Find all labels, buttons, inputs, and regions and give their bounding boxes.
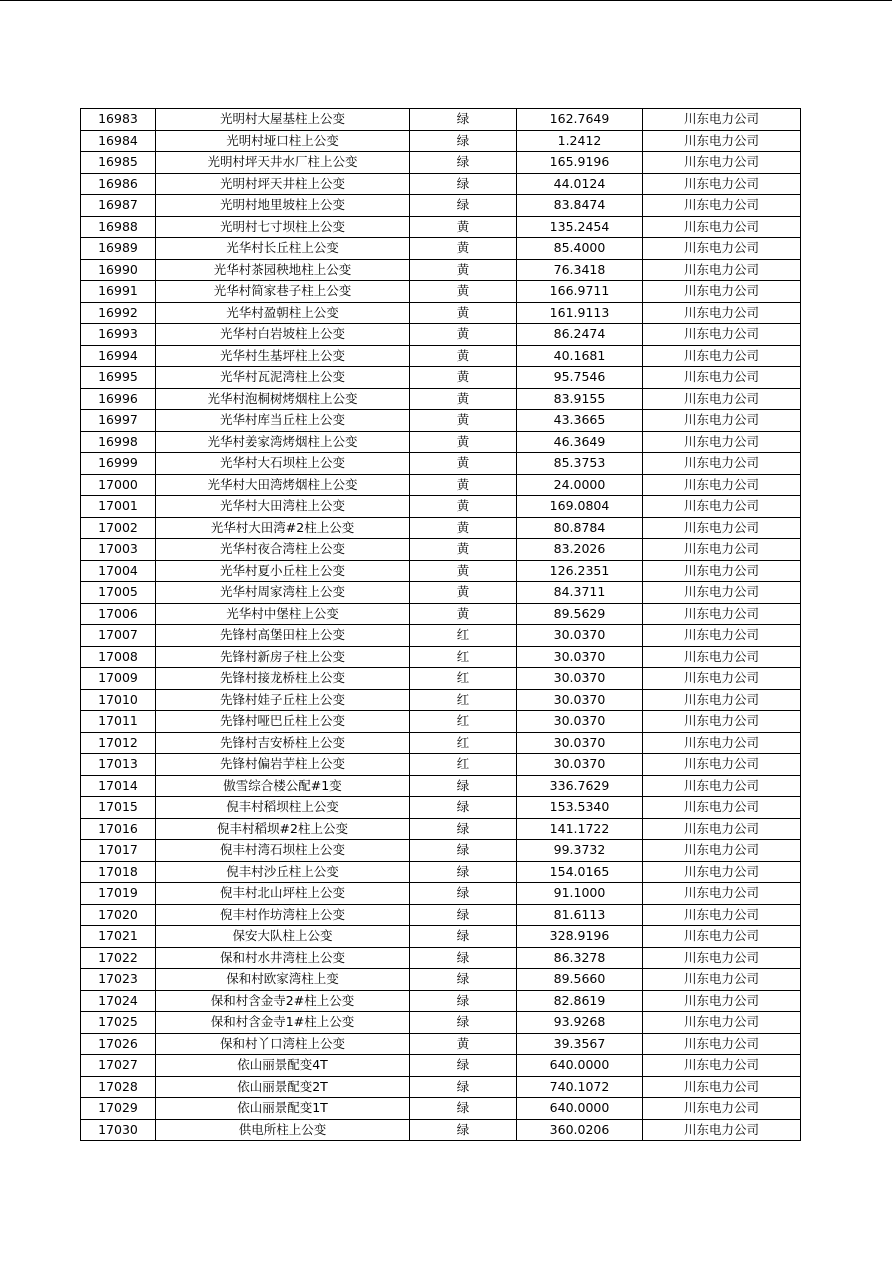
cell-id: 17016: [81, 818, 156, 840]
table-row: [81, 195, 801, 217]
cell-company: 川东电力公司: [643, 840, 801, 862]
top-border-line: [0, 0, 892, 1]
cell-name: 光明村坪天井柱上公变: [156, 173, 410, 195]
cell-name: 倪丰村沙丘柱上公变: [156, 861, 410, 883]
cell-id: 17001: [81, 496, 156, 518]
table-row: [81, 711, 801, 733]
cell-id: 16987: [81, 195, 156, 217]
cell-color: 绿: [410, 904, 517, 926]
cell-value: 84.3711: [517, 582, 643, 604]
cell-company: 川东电力公司: [643, 990, 801, 1012]
table-row: [81, 388, 801, 410]
cell-id: 16986: [81, 173, 156, 195]
table-row: [81, 517, 801, 539]
cell-company: 川东电力公司: [643, 1055, 801, 1077]
cell-company: 川东电力公司: [643, 281, 801, 303]
table-row: [81, 496, 801, 518]
cell-id: 17030: [81, 1119, 156, 1141]
cell-id: 17017: [81, 840, 156, 862]
cell-color: 黄: [410, 302, 517, 324]
cell-id: 17020: [81, 904, 156, 926]
table-row: [81, 582, 801, 604]
cell-value: 30.0370: [517, 689, 643, 711]
cell-name: 光华村大田湾烤烟柱上公变: [156, 474, 410, 496]
table-row: [81, 689, 801, 711]
cell-name: 光华村周家湾柱上公变: [156, 582, 410, 604]
cell-id: 16997: [81, 410, 156, 432]
cell-company: 川东电力公司: [643, 216, 801, 238]
cell-name: 光华村大田湾柱上公变: [156, 496, 410, 518]
table-row: [81, 216, 801, 238]
cell-company: 川东电力公司: [643, 130, 801, 152]
cell-color: 红: [410, 689, 517, 711]
cell-value: 44.0124: [517, 173, 643, 195]
table-row: [81, 947, 801, 969]
cell-company: 川东电力公司: [643, 861, 801, 883]
cell-value: 360.0206: [517, 1119, 643, 1141]
cell-name: 光华村中堡柱上公变: [156, 603, 410, 625]
cell-color: 绿: [410, 1119, 517, 1141]
cell-id: 16992: [81, 302, 156, 324]
table-row: [81, 668, 801, 690]
cell-color: 绿: [410, 840, 517, 862]
table-row: [81, 1055, 801, 1077]
cell-company: 川东电力公司: [643, 367, 801, 389]
cell-color: 红: [410, 646, 517, 668]
cell-id: 17008: [81, 646, 156, 668]
cell-id: 17005: [81, 582, 156, 604]
cell-company: 川东电力公司: [643, 388, 801, 410]
cell-company: 川东电力公司: [643, 818, 801, 840]
cell-id: 16988: [81, 216, 156, 238]
cell-id: 16989: [81, 238, 156, 260]
table-row: [81, 259, 801, 281]
cell-id: 17018: [81, 861, 156, 883]
cell-company: 川东电力公司: [643, 711, 801, 733]
cell-id: 17015: [81, 797, 156, 819]
cell-company: 川东电力公司: [643, 883, 801, 905]
cell-value: 80.8784: [517, 517, 643, 539]
cell-color: 黄: [410, 410, 517, 432]
cell-id: 17023: [81, 969, 156, 991]
cell-id: 17021: [81, 926, 156, 948]
table-row: [81, 1119, 801, 1141]
cell-name: 光明村七寸坝柱上公变: [156, 216, 410, 238]
cell-company: 川东电力公司: [643, 1119, 801, 1141]
cell-color: 黄: [410, 517, 517, 539]
cell-company: 川东电力公司: [643, 560, 801, 582]
cell-name: 供电所柱上公变: [156, 1119, 410, 1141]
cell-value: 126.2351: [517, 560, 643, 582]
table-row: [81, 1033, 801, 1055]
cell-company: 川东电力公司: [643, 1098, 801, 1120]
cell-name: 倪丰村作坊湾柱上公变: [156, 904, 410, 926]
cell-id: 17014: [81, 775, 156, 797]
table-row: [81, 410, 801, 432]
cell-value: 83.2026: [517, 539, 643, 561]
cell-value: 89.5629: [517, 603, 643, 625]
cell-name: 先锋村吉安桥柱上公变: [156, 732, 410, 754]
cell-color: 黄: [410, 560, 517, 582]
cell-name: 依山丽景配变4T: [156, 1055, 410, 1077]
table-row: [81, 904, 801, 926]
cell-color: 绿: [410, 152, 517, 174]
cell-company: 川东电力公司: [643, 732, 801, 754]
cell-name: 保和村含金寺1#柱上公变: [156, 1012, 410, 1034]
cell-color: 绿: [410, 818, 517, 840]
cell-value: 85.4000: [517, 238, 643, 260]
cell-id: 17026: [81, 1033, 156, 1055]
cell-name: 保和村含金寺2#柱上公变: [156, 990, 410, 1012]
cell-name: 依山丽景配变1T: [156, 1098, 410, 1120]
cell-value: 39.3567: [517, 1033, 643, 1055]
table-row: [81, 861, 801, 883]
cell-company: 川东电力公司: [643, 1033, 801, 1055]
table-row: [81, 990, 801, 1012]
cell-value: 328.9196: [517, 926, 643, 948]
table-row: [81, 1012, 801, 1034]
cell-company: 川东电力公司: [643, 259, 801, 281]
cell-color: 黄: [410, 603, 517, 625]
cell-company: 川东电力公司: [643, 431, 801, 453]
cell-value: 86.3278: [517, 947, 643, 969]
cell-value: 85.3753: [517, 453, 643, 475]
cell-name: 光华村白岩坡柱上公变: [156, 324, 410, 346]
cell-company: 川东电力公司: [643, 969, 801, 991]
cell-color: 绿: [410, 1076, 517, 1098]
cell-id: 17009: [81, 668, 156, 690]
cell-value: 336.7629: [517, 775, 643, 797]
cell-company: 川东电力公司: [643, 1012, 801, 1034]
table-row: [81, 109, 801, 131]
cell-value: 93.9268: [517, 1012, 643, 1034]
table-row: [81, 302, 801, 324]
cell-value: 1.2412: [517, 130, 643, 152]
cell-company: 川东电力公司: [643, 926, 801, 948]
cell-company: 川东电力公司: [643, 195, 801, 217]
cell-color: 绿: [410, 173, 517, 195]
cell-id: 17019: [81, 883, 156, 905]
cell-id: 17025: [81, 1012, 156, 1034]
cell-value: 640.0000: [517, 1055, 643, 1077]
cell-id: 17002: [81, 517, 156, 539]
cell-value: 24.0000: [517, 474, 643, 496]
cell-name: 光华村库当丘柱上公变: [156, 410, 410, 432]
cell-color: 黄: [410, 324, 517, 346]
cell-color: 绿: [410, 969, 517, 991]
table-row: [81, 603, 801, 625]
cell-color: 红: [410, 625, 517, 647]
cell-company: 川东电力公司: [643, 754, 801, 776]
cell-id: 17013: [81, 754, 156, 776]
cell-color: 红: [410, 668, 517, 690]
cell-value: 30.0370: [517, 711, 643, 733]
cell-name: 光华村长丘柱上公变: [156, 238, 410, 260]
cell-id: 16985: [81, 152, 156, 174]
table-row: [81, 367, 801, 389]
cell-value: 161.9113: [517, 302, 643, 324]
cell-name: 保和村水井湾柱上公变: [156, 947, 410, 969]
cell-value: 30.0370: [517, 625, 643, 647]
cell-name: 光明村地里坡柱上公变: [156, 195, 410, 217]
table-row: [81, 173, 801, 195]
cell-id: 17012: [81, 732, 156, 754]
cell-name: 倪丰村稻坝柱上公变: [156, 797, 410, 819]
cell-name: 先锋村哑巴丘柱上公变: [156, 711, 410, 733]
cell-value: 165.9196: [517, 152, 643, 174]
cell-value: 40.1681: [517, 345, 643, 367]
table-row: [81, 324, 801, 346]
cell-name: 光华村姜家湾烤烟柱上公变: [156, 431, 410, 453]
cell-value: 135.2454: [517, 216, 643, 238]
cell-value: 91.1000: [517, 883, 643, 905]
cell-id: 16993: [81, 324, 156, 346]
cell-color: 黄: [410, 238, 517, 260]
cell-value: 76.3418: [517, 259, 643, 281]
cell-company: 川东电力公司: [643, 625, 801, 647]
cell-name: 光明村大屋基柱上公变: [156, 109, 410, 131]
cell-name: 先锋村高堡田柱上公变: [156, 625, 410, 647]
cell-value: 86.2474: [517, 324, 643, 346]
cell-company: 川东电力公司: [643, 302, 801, 324]
cell-value: 30.0370: [517, 754, 643, 776]
cell-value: 89.5660: [517, 969, 643, 991]
table-row: [81, 625, 801, 647]
cell-company: 川东电力公司: [643, 668, 801, 690]
cell-value: 81.6113: [517, 904, 643, 926]
cell-name: 光华村泡桐树烤烟柱上公变: [156, 388, 410, 410]
cell-id: 16995: [81, 367, 156, 389]
cell-name: 倪丰村稻坝#2柱上公变: [156, 818, 410, 840]
cell-id: 16990: [81, 259, 156, 281]
cell-color: 绿: [410, 1055, 517, 1077]
cell-company: 川东电力公司: [643, 152, 801, 174]
cell-name: 保和村丫口湾柱上公变: [156, 1033, 410, 1055]
cell-color: 绿: [410, 1012, 517, 1034]
cell-id: 17027: [81, 1055, 156, 1077]
cell-id: 17024: [81, 990, 156, 1012]
cell-color: 黄: [410, 345, 517, 367]
cell-id: 17006: [81, 603, 156, 625]
cell-company: 川东电力公司: [643, 947, 801, 969]
table-row: [81, 238, 801, 260]
cell-color: 黄: [410, 367, 517, 389]
cell-color: 绿: [410, 883, 517, 905]
cell-name: 光华村生基坪柱上公变: [156, 345, 410, 367]
table-row: [81, 560, 801, 582]
cell-company: 川东电力公司: [643, 517, 801, 539]
table-row: [81, 431, 801, 453]
table-row: [81, 969, 801, 991]
cell-name: 光华村简家巷子柱上公变: [156, 281, 410, 303]
cell-company: 川东电力公司: [643, 646, 801, 668]
table-row: [81, 345, 801, 367]
cell-name: 光华村盈朝柱上公变: [156, 302, 410, 324]
table-row: [81, 646, 801, 668]
table-row: [81, 1076, 801, 1098]
cell-name: 光明村坪天井水厂柱上公变: [156, 152, 410, 174]
cell-id: 16998: [81, 431, 156, 453]
cell-company: 川东电力公司: [643, 173, 801, 195]
cell-name: 保安大队柱上公变: [156, 926, 410, 948]
cell-company: 川东电力公司: [643, 689, 801, 711]
cell-company: 川东电力公司: [643, 453, 801, 475]
cell-id: 17029: [81, 1098, 156, 1120]
cell-id: 16983: [81, 109, 156, 131]
cell-color: 黄: [410, 582, 517, 604]
cell-value: 43.3665: [517, 410, 643, 432]
cell-name: 光华村瓦泥湾柱上公变: [156, 367, 410, 389]
cell-company: 川东电力公司: [643, 474, 801, 496]
cell-company: 川东电力公司: [643, 797, 801, 819]
cell-value: 82.8619: [517, 990, 643, 1012]
cell-color: 黄: [410, 496, 517, 518]
cell-value: 153.5340: [517, 797, 643, 819]
cell-color: 红: [410, 732, 517, 754]
cell-name: 光华村大田湾#2柱上公变: [156, 517, 410, 539]
cell-name: 先锋村接龙桥柱上公变: [156, 668, 410, 690]
cell-value: 95.7546: [517, 367, 643, 389]
cell-company: 川东电力公司: [643, 345, 801, 367]
cell-company: 川东电力公司: [643, 603, 801, 625]
cell-name: 先锋村娃子丘柱上公变: [156, 689, 410, 711]
cell-color: 绿: [410, 797, 517, 819]
table-row: [81, 840, 801, 862]
cell-color: 黄: [410, 474, 517, 496]
cell-value: 141.1722: [517, 818, 643, 840]
cell-value: 83.8474: [517, 195, 643, 217]
cell-company: 川东电力公司: [643, 496, 801, 518]
cell-value: 99.3732: [517, 840, 643, 862]
cell-id: 17003: [81, 539, 156, 561]
cell-company: 川东电力公司: [643, 775, 801, 797]
cell-color: 绿: [410, 109, 517, 131]
table-row: [81, 152, 801, 174]
cell-id: 16994: [81, 345, 156, 367]
cell-company: 川东电力公司: [643, 539, 801, 561]
cell-color: 绿: [410, 130, 517, 152]
table-row: [81, 732, 801, 754]
cell-id: 17022: [81, 947, 156, 969]
cell-value: 83.9155: [517, 388, 643, 410]
cell-id: 17004: [81, 560, 156, 582]
cell-id: 16996: [81, 388, 156, 410]
cell-color: 绿: [410, 195, 517, 217]
cell-id: 17000: [81, 474, 156, 496]
cell-color: 绿: [410, 1098, 517, 1120]
table-body: [81, 109, 801, 1141]
cell-value: 46.3649: [517, 431, 643, 453]
cell-company: 川东电力公司: [643, 324, 801, 346]
cell-company: 川东电力公司: [643, 904, 801, 926]
cell-company: 川东电力公司: [643, 109, 801, 131]
cell-name: 保和村欧家湾柱上变: [156, 969, 410, 991]
cell-id: 17010: [81, 689, 156, 711]
cell-id: 16999: [81, 453, 156, 475]
cell-id: 16984: [81, 130, 156, 152]
cell-color: 黄: [410, 539, 517, 561]
cell-color: 黄: [410, 216, 517, 238]
cell-name: 先锋村新房子柱上公变: [156, 646, 410, 668]
table-row: [81, 1098, 801, 1120]
cell-color: 绿: [410, 990, 517, 1012]
cell-color: 绿: [410, 861, 517, 883]
cell-value: 166.9711: [517, 281, 643, 303]
cell-value: 30.0370: [517, 646, 643, 668]
cell-color: 红: [410, 754, 517, 776]
cell-name: 倪丰村北山坪柱上公变: [156, 883, 410, 905]
cell-color: 黄: [410, 453, 517, 475]
cell-color: 红: [410, 711, 517, 733]
cell-color: 绿: [410, 926, 517, 948]
cell-id: 16991: [81, 281, 156, 303]
cell-name: 光华村茶园秧地柱上公变: [156, 259, 410, 281]
cell-company: 川东电力公司: [643, 410, 801, 432]
cell-company: 川东电力公司: [643, 582, 801, 604]
cell-value: 640.0000: [517, 1098, 643, 1120]
table-row: [81, 453, 801, 475]
cell-name: 光华村夜合湾柱上公变: [156, 539, 410, 561]
cell-color: 黄: [410, 259, 517, 281]
cell-value: 30.0370: [517, 668, 643, 690]
cell-value: 740.1072: [517, 1076, 643, 1098]
cell-name: 光华村大石坝柱上公变: [156, 453, 410, 475]
cell-color: 黄: [410, 1033, 517, 1055]
cell-id: 17011: [81, 711, 156, 733]
table-row: [81, 797, 801, 819]
cell-color: 绿: [410, 947, 517, 969]
table-row: [81, 130, 801, 152]
cell-name: 傲雪综合楼公配#1变: [156, 775, 410, 797]
cell-name: 先锋村偏岩芋柱上公变: [156, 754, 410, 776]
table-row: [81, 474, 801, 496]
table-row: [81, 775, 801, 797]
cell-name: 光明村垭口柱上公变: [156, 130, 410, 152]
cell-color: 黄: [410, 431, 517, 453]
transformer-table: [80, 108, 801, 1141]
table-row: [81, 818, 801, 840]
table-row: [81, 754, 801, 776]
cell-name: 倪丰村湾石坝柱上公变: [156, 840, 410, 862]
cell-value: 162.7649: [517, 109, 643, 131]
table-row: [81, 281, 801, 303]
cell-id: 17007: [81, 625, 156, 647]
cell-company: 川东电力公司: [643, 238, 801, 260]
cell-color: 黄: [410, 281, 517, 303]
table-row: [81, 883, 801, 905]
cell-name: 光华村夏小丘柱上公变: [156, 560, 410, 582]
cell-name: 依山丽景配变2T: [156, 1076, 410, 1098]
cell-id: 17028: [81, 1076, 156, 1098]
cell-color: 黄: [410, 388, 517, 410]
cell-value: 30.0370: [517, 732, 643, 754]
cell-color: 绿: [410, 775, 517, 797]
cell-company: 川东电力公司: [643, 1076, 801, 1098]
cell-value: 169.0804: [517, 496, 643, 518]
table-row: [81, 539, 801, 561]
cell-value: 154.0165: [517, 861, 643, 883]
table-row: [81, 926, 801, 948]
